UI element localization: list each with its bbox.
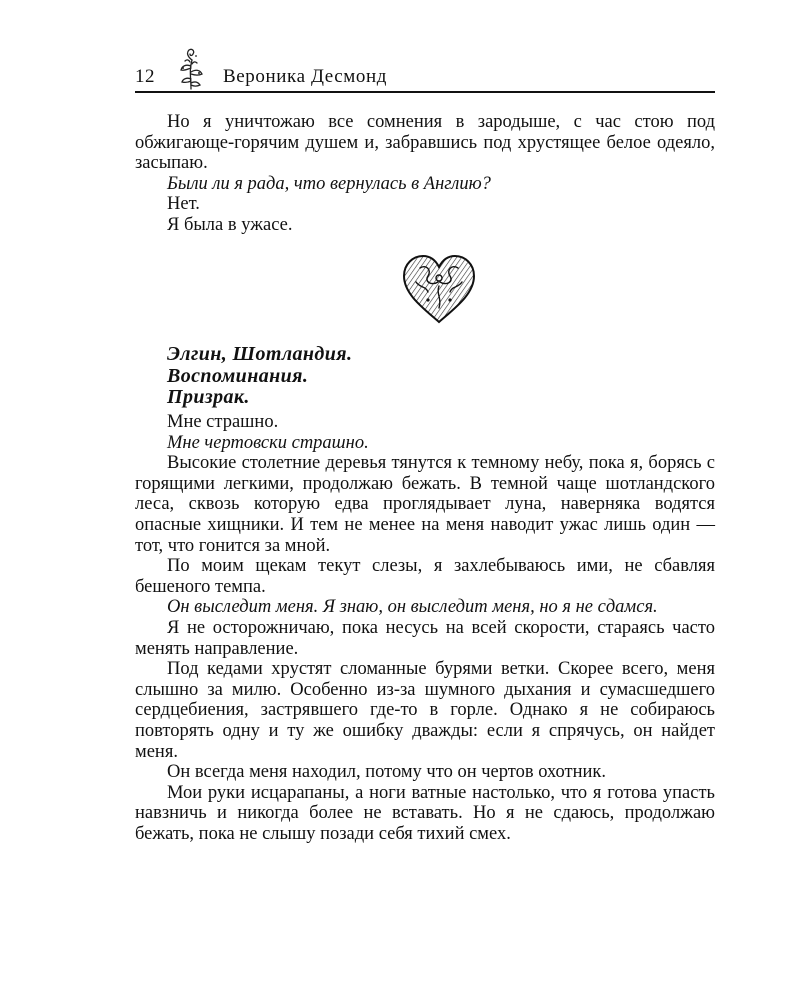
ornamental-heart-icon	[398, 250, 480, 326]
floral-vignette-icon	[177, 48, 205, 90]
paragraph: Он всегда меня находил, потому что он чертов охотник.	[167, 762, 607, 783]
running-head-author: Вероника Десмонд	[223, 66, 388, 87]
paragraph-italic: Он выследит меня. Я знаю, он выследит меня, но я не сдамся.	[167, 597, 658, 618]
chapter-heading	[167, 344, 352, 409]
paragraph-italic: Были ли я рада, что вернулась в Англию?	[167, 173, 491, 194]
paragraph: Я была в ужасе.	[167, 214, 293, 235]
paragraph: Нет.	[167, 194, 200, 215]
paragraph-italic: Мне чертовски страшно.	[167, 432, 369, 453]
chapter-heading-line: Воспоминания.	[167, 364, 309, 387]
paragraph: Под кедами хрустят сломанные бурями ветки. Скорее всего, меня слышно за милю. Особенно из-за шумного дыхания и сумасшедшего сердцебиения, застрявшего где-то в горле. Однако я не собираюсь повторять одну и ту же ошибку дважды: если я спрячусь, он найдет меня.	[135, 659, 715, 762]
paragraph: Мне страшно.	[167, 412, 279, 432]
text-block-main	[135, 412, 715, 844]
page-number: 12	[135, 66, 155, 87]
paragraph: Высокие столетние деревья тянутся к темному небу, пока я, борясь с горящими легкими, продолжаю бежать. В темной чаще шотландского леса, сквозь которую едва проглядывает луна, наверняка водятся опасные хищники. И тем не менее на меня наводит ужас лишь один — тот, что гонится за мной.	[135, 453, 715, 556]
text-block-top	[135, 112, 715, 236]
chapter-heading-line: Призрак.	[167, 386, 250, 408]
paragraph: Но я уничтожаю все сомнения в зародыше, с час стою под обжигающе-горячим душем и, забравшись под хрустящее белое одеяло, засыпаю.	[135, 112, 715, 174]
chapter-heading-line: Элгин, Шотландия.	[167, 343, 353, 365]
paragraph: Я не осторожничаю, пока несусь на всей скорости, стараясь часто менять направление.	[135, 617, 715, 659]
paragraph: Мои руки исцарапаны, а ноги ватные настолько, что я готова упасть навзничь и никогда более не вставать. Но я не сдаюсь, продолжаю бежать, пока не слышу позади себя тихий смех.	[135, 782, 715, 844]
paragraph: По моим щекам текут слезы, я захлебываюсь ими, не сбавляя бешеного темпа.	[135, 556, 715, 597]
header-rule	[135, 91, 715, 93]
running-header	[135, 48, 715, 93]
